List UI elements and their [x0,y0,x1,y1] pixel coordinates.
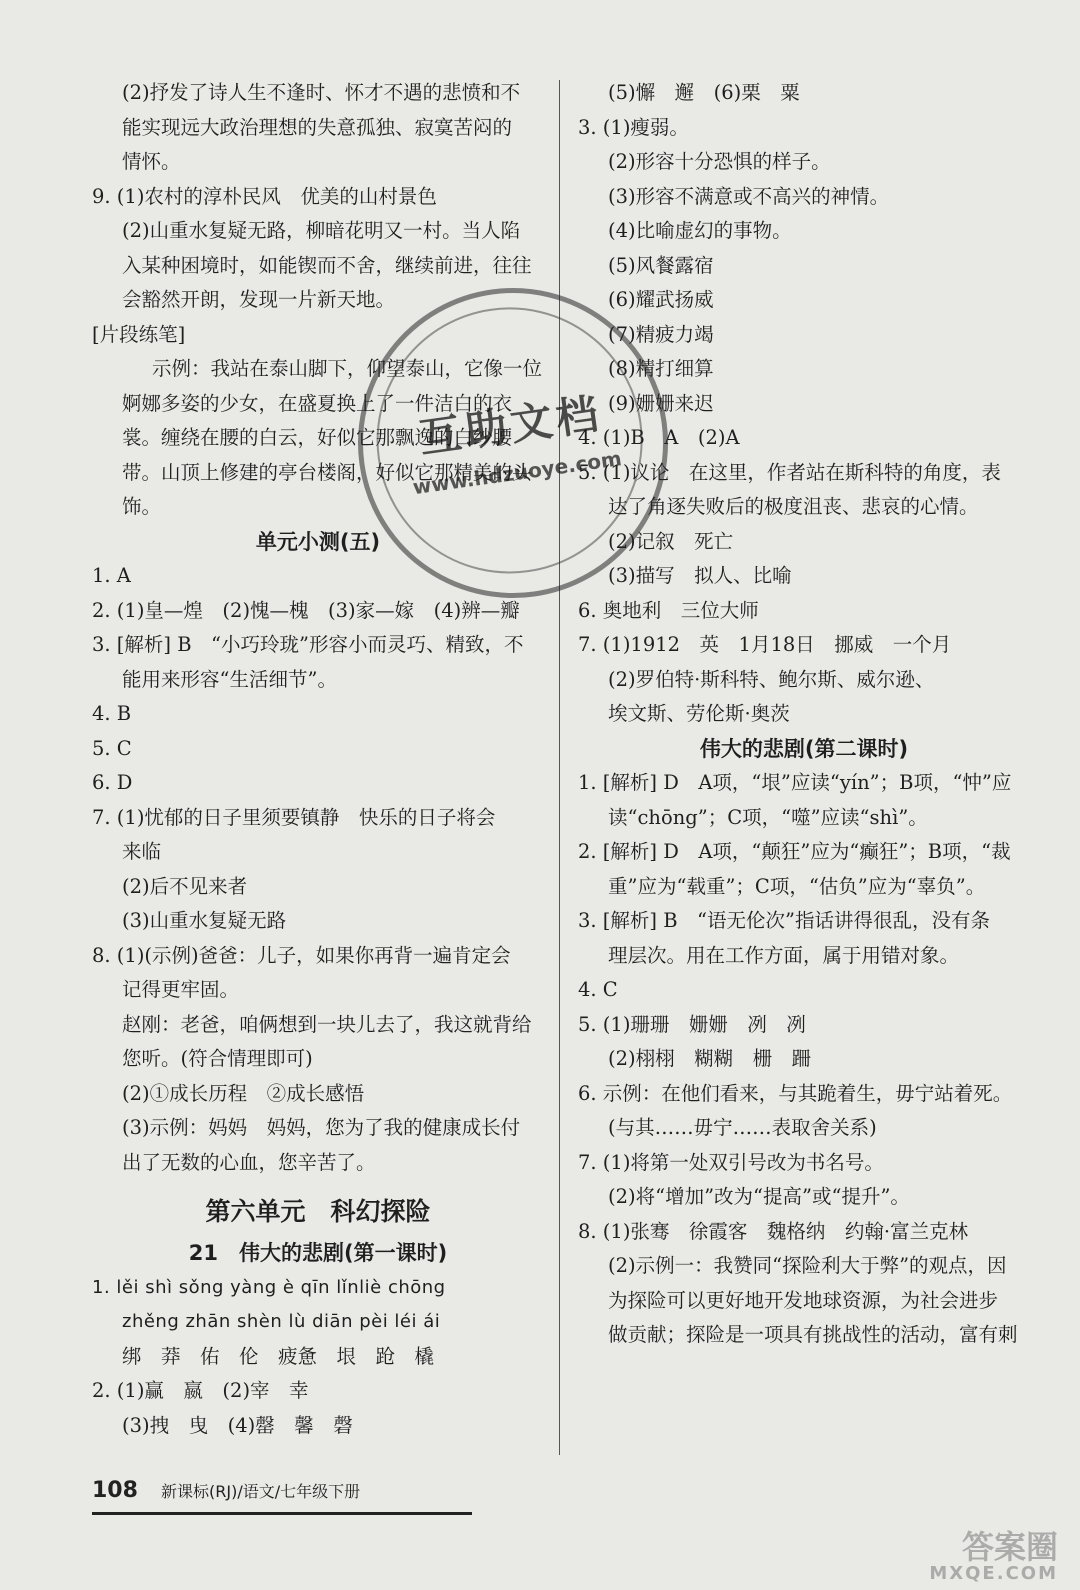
section-heading: 单元小测(五) [255,529,381,554]
answer-line: 6. D [92,771,133,794]
answer-line: 3. (1)瘦弱。 [578,115,689,139]
answer-line: (9)姗姗来迟 [608,391,714,415]
book-info: 新课标(RJ)/语文/七年级下册 [161,1482,361,1501]
column-divider [559,80,560,1455]
answer-line: 6. 示例：在他们看来，与其跪着生，毋宁站着死。 [578,1081,1013,1105]
answer-line: 做贡献；探险是一项具有挑战性的活动，富有刺 [608,1323,1018,1346]
answer-line: 6. 奥地利 三位大师 [578,598,759,622]
answer-line: 能用来形容“生活细节”。 [122,667,337,691]
answer-line: 8. (1)张骞 徐霞客 魏格纳 约翰·富兰克林 [578,1219,969,1243]
answer-line: (3)拽 曳 (4)罄 馨 磬 [122,1413,353,1437]
answer-line: 1. lěi shì sǒng yàng è qīn lǐnliè chōng [92,1276,446,1298]
answer-line: 2. [解析] D A项，“颠狂”应为“癫狂”；B项，“裁 [578,840,1011,863]
answer-line: (2)①成长历程 ②成长感悟 [122,1081,365,1105]
answer-line: 来临 [122,840,162,863]
answer-line: 4. (1)B A (2)A [578,426,740,449]
answer-line: (2)记叙 死亡 [608,529,734,553]
answer-line: zhěng zhān shèn lù diān pèi léi ái [122,1311,441,1332]
answer-line: 赵刚：老爸，咱俩想到一块儿去了，我这就背给 [122,1012,532,1036]
answer-line: 7. (1)忧郁的日子里须要镇静 快乐的日子将会 [92,805,496,829]
answer-line: [片段练笔] [92,322,186,346]
answer-line: 4. B [92,702,132,725]
answer-line: (4)比喻虚幻的事物。 [608,219,792,242]
section-heading: 第六单元 科幻探险 [205,1197,431,1226]
answer-line: 重”应为“载重”；C项，“估负”应为“辜负”。 [608,874,986,898]
answer-line: (2)将“增加”改为“提高”或“提升”。 [608,1185,910,1208]
answer-line: 出了无数的心血，您辛苦了。 [122,1150,376,1174]
answer-line: 入某种困境时，如能锲而不舍，继续前进，往往 [122,253,532,277]
answer-line: (3)示例：妈妈 妈妈，您为了我的健康成长付 [122,1116,521,1139]
answer-line: 绑 莽 佑 伦 疲惫 垠 跄 橇 [122,1344,435,1368]
section-heading: 21 伟大的悲剧(第一课时) [188,1241,448,1265]
answer-line: (6)耀武扬威 [608,288,714,311]
answer-line: (3)描写 拟人、比喻 [608,564,792,587]
answer-line: 5. (1)议论 在这里，作者站在斯科特的角度，表 [578,460,1001,484]
answer-line: 9. (1)农村的淳朴民风 优美的山村景色 [92,184,437,208]
watermark-url: MXQE.COM [929,1563,1058,1584]
answer-line: (2)形容十分恐惧的样子。 [608,150,831,173]
answer-line: 2. (1)皇—煌 (2)愧—槐 (3)家—嫁 (4)辨—瓣 [92,598,520,622]
answer-line: (2)罗伯特·斯科特、鲍尔斯、威尔逊、 [608,667,935,691]
answer-line: 能实现远大政治理想的失意孤独、寂寞苦闷的 [122,115,513,139]
answer-line: 4. C [578,978,618,1001]
answer-line: 达了角逐失败后的极度沮丧、悲哀的心情。 [608,495,979,518]
answer-line: (2)抒发了诗人生不逢时、怀才不遇的悲愤和不 [122,81,521,104]
answer-line: (2)后不见来者 [122,874,248,898]
answer-line: 您听。(符合情理即可) [122,1047,313,1070]
corner-watermark [858,1530,1058,1584]
answer-line: 1. [解析] D A项，“垠”应读“yín”；B项，“忡”应 [578,771,1012,794]
stamp-url: www.hdzuoye.com [411,446,624,500]
answer-line: 理层次。用在工作方面，属于用错对象。 [608,943,960,967]
answer-line: 会豁然开朗，发现一片新天地。 [122,288,396,311]
answer-line: 5. C [92,736,132,760]
stamp-title: 互助文档 [416,388,606,463]
answer-line: (3)形容不满意或不高兴的神情。 [608,184,890,208]
answer-line: 记得更牢固。 [122,978,240,1001]
answer-line: (7)精疲力竭 [608,322,714,346]
left-column [92,76,544,1443]
footer-rule [92,1512,472,1515]
page-number: 108 [92,1478,138,1503]
answer-line: (5)懈 邂 (6)栗 粟 [608,81,800,104]
section-heading: 伟大的悲剧(第二课时) [699,736,909,761]
answer-line: 7. (1)将第一处双引号改为书名号。 [578,1150,884,1174]
answer-line: 3. [解析] B “语无伦次”指话讲得很乱，没有条 [578,909,990,932]
answer-line: (8)精打细算 [608,357,714,380]
answer-line: (2)山重水复疑无路，柳暗花明又一村。当人陷 [122,219,521,242]
answer-line: 2. (1)赢 嬴 (2)宰 幸 [92,1379,309,1402]
answer-line: 1. A [92,564,131,587]
answer-line: 示例：我站在泰山脚下，仰望泰山，它像一位婀娜多姿的少女，在盛夏换上了一件洁白的衣裳。缠绕在腰的白云，好似它那飘逸的白纱腰带。山顶上修建的亭台楼阁，好似它那精美的头饰。 [122,357,543,518]
answer-line: (3)山重水复疑无路 [122,909,287,932]
answer-line: (5)风餐露宿 [608,253,714,277]
answer-line: 7. (1)1912 英 1月18日 挪威 一个月 [578,633,952,656]
answer-line: 读“chōng”；C项，“噬”应读“shì”。 [608,805,928,829]
right-column [578,76,1030,1353]
answer-line: 3. [解析] B “小巧玲珑”形容小而灵巧、精致，不 [92,633,524,656]
answer-line: 为探险可以更好地开发地球资源，为社会进步 [608,1288,999,1312]
answer-line: 情怀。 [122,150,181,173]
answer-line: 5. (1)珊珊 姗姗 冽 冽 [578,1012,806,1036]
answer-line: 埃文斯、劳伦斯·奥茨 [608,702,790,725]
watermark-logo: 答案圈 [961,1528,1058,1566]
answer-line: (2)示例一：我赞同“探险利大于弊”的观点，因 [608,1254,1007,1277]
answer-line: (2)栩栩 糊糊 栅 跚 [608,1047,812,1070]
answer-line: 8. (1)(示例)爸爸：儿子，如果你再背一遍肯定会 [92,943,511,967]
page-footer [92,1478,360,1503]
answer-line: (与其……毋宁……表取舍关系) [608,1116,877,1139]
